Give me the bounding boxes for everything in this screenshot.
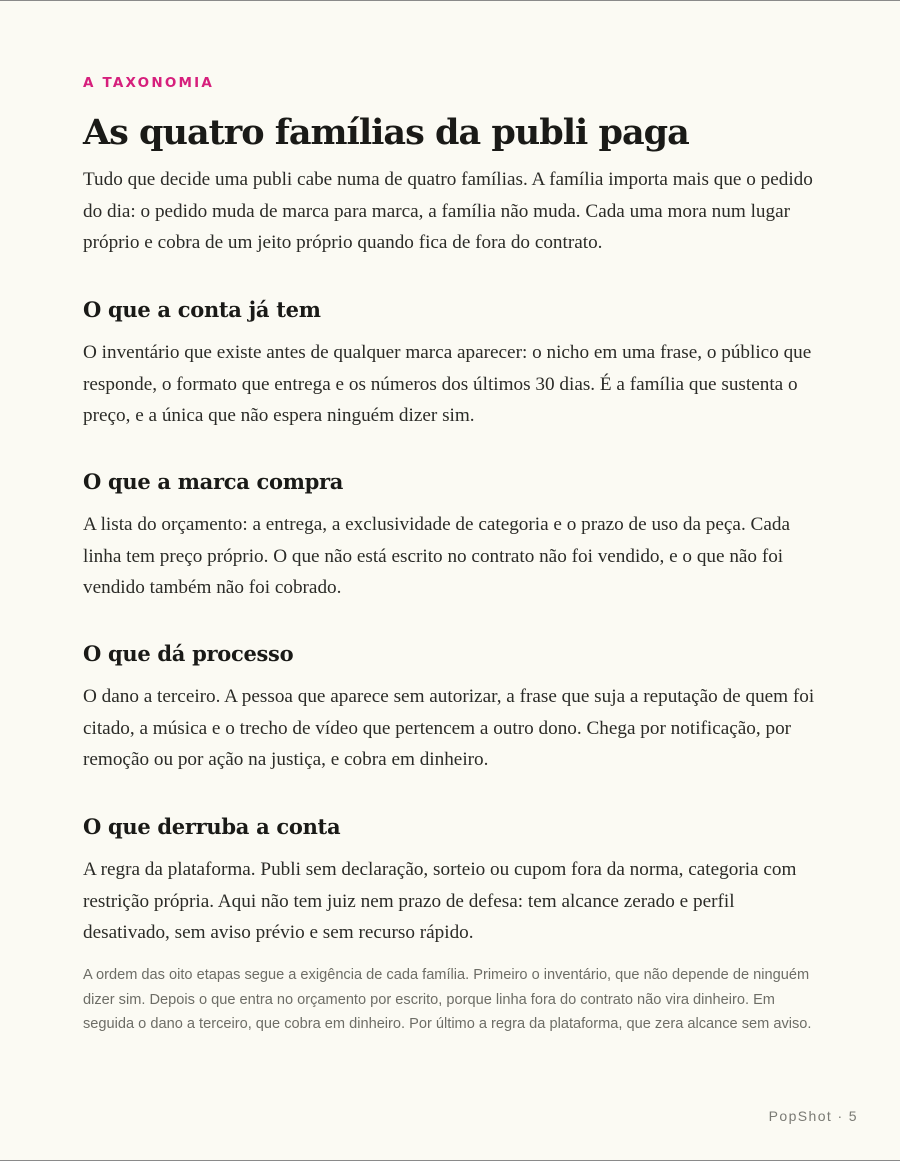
section-heading-marca: O que a marca compra bbox=[83, 469, 344, 494]
section-body-derruba: A regra da plataforma. Publi sem declaração, sorteio ou cupom fora da norma, categoria com restrição própria. Aqui não tem juiz nem prazo de defesa: tem alcance zerado e perfil desativado, sem aviso prévio e sem recurso rápido. bbox=[83, 859, 797, 943]
intro-paragraph: Tudo que decide uma publi cabe numa de quatro famílias. A família importa mais que o pedido do dia: o pedido muda de marca para marca, a família não muda. Cada uma mora num lugar próprio e cobra de um jeito próprio quando fica de fora do contrato. bbox=[83, 169, 813, 253]
section-body-conta: O inventário que existe antes de qualquer marca aparecer: o nicho em uma frase, o público que responde, o formato que entrega e os números dos últimos 30 dias. É a família que sustenta o preço, e a única que não espera ninguém dizer sim. bbox=[83, 342, 812, 426]
section-heading-processo: O que dá processo bbox=[83, 641, 294, 666]
page-footer: PopShot · 5 bbox=[768, 1108, 858, 1124]
section-body-processo: O dano a terceiro. A pessoa que aparece sem autorizar, a frase que suja a reputação de quem foi citado, a música e o trecho de vídeo que pertencem a outro dono. Chega por notificação, por remoção ou por ação na justiça, e cobra em dinheiro. bbox=[83, 686, 815, 770]
section-heading-conta: O que a conta já tem bbox=[83, 297, 321, 322]
section-kicker: A TAXONOMIA bbox=[83, 75, 215, 91]
page-title: As quatro famílias da publi paga bbox=[83, 112, 689, 153]
section-heading-derruba: O que derruba a conta bbox=[83, 814, 341, 839]
closing-note: A ordem das oito etapas segue a exigência de cada família. Primeiro o inventário, que não depende de ninguém dizer sim. Depois o que entra no orçamento por escrito, porque linha fora do contrato não vira dinheiro. Em seguida o dano a terceiro, que cobra em dinheiro. Por último a regra da plataforma, que zera alcance sem aviso. bbox=[83, 967, 812, 1032]
section-body-marca: A lista do orçamento: a entrega, a exclusividade de categoria e o prazo de uso da peça. Cada linha tem preço próprio. O que não está escrito no contrato não foi vendido, e o que não foi vendido também não foi cobrado. bbox=[83, 514, 790, 598]
